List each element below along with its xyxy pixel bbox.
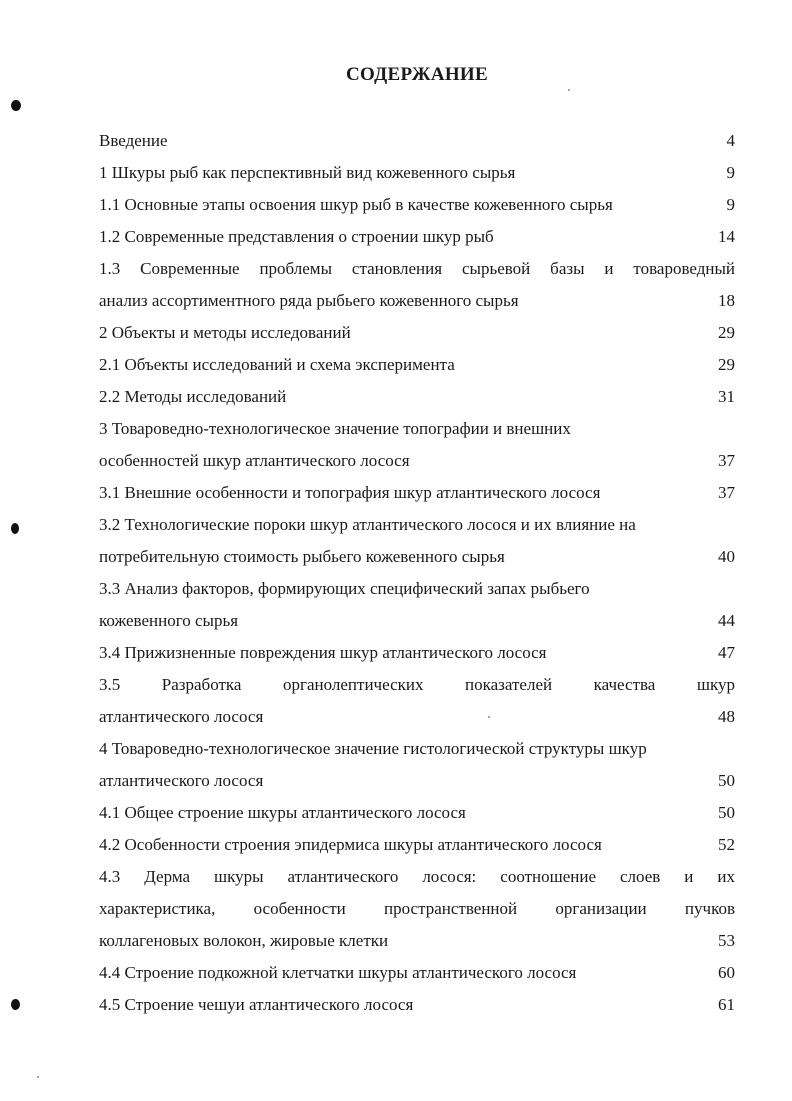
toc-entry-page: 9 [726, 163, 735, 182]
scan-speck [488, 716, 490, 718]
toc-entry-page: 60 [718, 963, 735, 982]
toc-entry-page: 18 [718, 291, 735, 310]
toc-entry-text: 3.2 Технологические пороки шкур атлантического лосося и их влияние на [99, 515, 636, 534]
toc-entry-text: атлантического лосося [99, 771, 264, 790]
toc-entry-page: 53 [718, 931, 735, 950]
toc-entry-text: 2.1 Объекты исследований и схема эксперимента [99, 355, 455, 374]
toc-entry [99, 832, 735, 858]
toc-entry-page: 40 [718, 547, 735, 566]
toc-entry [99, 704, 735, 730]
toc-entry [99, 256, 735, 282]
toc-entry [99, 512, 735, 538]
toc-entry-text: анализ ассортиментного ряда рыбьего кожевенного сырья [99, 291, 519, 310]
toc-entry-text: Введение [99, 131, 168, 150]
toc-entry-text: 1 Шкуры рыб как перспективный вид кожевенного сырья [99, 163, 516, 182]
toc-entry-page: 50 [718, 771, 735, 790]
toc-entry [99, 128, 735, 154]
toc-entry-text: 1.2 Современные представления о строении шкур рыб [99, 227, 494, 246]
toc-entry [99, 416, 735, 442]
toc-entry [99, 544, 735, 570]
toc-entry [99, 800, 735, 826]
punch-hole-mark [11, 999, 20, 1010]
toc-entry-text: 4.5 Строение чешуи атлантического лосося [99, 995, 414, 1014]
punch-hole-mark [11, 100, 21, 111]
toc-entry-text: 4.3 Дерма шкуры атлантического лосося: соотношение слоев и их [99, 867, 735, 886]
toc-entry-page: 29 [718, 323, 735, 342]
toc-entry-text: 4.2 Особенности строения эпидермиса шкуры атлантического лосося [99, 835, 602, 854]
toc-entry [99, 288, 735, 314]
toc-entry [99, 960, 735, 986]
toc-entry-text: 4 Товароведно-технологическое значение гистологической структуры шкур [99, 739, 647, 758]
toc-entry [99, 480, 735, 506]
toc-entry [99, 448, 735, 474]
scan-speck [37, 1076, 39, 1078]
toc-entry-page: 47 [718, 643, 735, 662]
toc-entry-page: 48 [718, 707, 735, 726]
toc-entry-text: 2 Объекты и методы исследований [99, 323, 351, 342]
toc-entry-text: 3.1 Внешние особенности и топография шкур атлантического лосося [99, 483, 601, 502]
scan-speck [568, 89, 570, 91]
toc-entry [99, 576, 735, 602]
toc-entry [99, 384, 735, 410]
toc-entry-page: 14 [718, 227, 735, 246]
toc-entry-text: 1.1 Основные этапы освоения шкур рыб в качестве кожевенного сырья [99, 195, 613, 214]
toc-entry [99, 608, 735, 634]
toc-entry-text: 3.5 Разработка органолептических показателей качества шкур [99, 675, 735, 694]
toc-entry [99, 736, 735, 762]
toc-entry-text: атлантического лосося [99, 707, 264, 726]
toc-entry-page: 37 [718, 483, 735, 502]
toc-entry-text: потребительную стоимость рыбьего кожевенного сырья [99, 547, 505, 566]
toc-entry-text: 4.4 Строение подкожной клетчатки шкуры атлантического лосося [99, 963, 577, 982]
toc-entry-page: 52 [718, 835, 735, 854]
toc-entry-page: 4 [726, 131, 735, 150]
toc-entry [99, 928, 735, 954]
toc-entry [99, 640, 735, 666]
toc-entry-text: 1.3 Современные проблемы становления сырьевой базы и товароведный [99, 259, 735, 278]
toc-entry [99, 768, 735, 794]
page-title: СОДЕРЖАНИЕ [346, 64, 488, 85]
toc-entry-page: 61 [718, 995, 735, 1014]
toc-entry-text: 3.3 Анализ факторов, формирующих специфический запах рыбьего [99, 579, 590, 598]
toc-entry-text: 2.2 Методы исследований [99, 387, 287, 406]
toc-entry-text: 3.4 Прижизненные повреждения шкур атлантического лосося [99, 643, 547, 662]
toc-entry-page: 29 [718, 355, 735, 374]
toc-entry [99, 896, 735, 922]
toc-entry-text: кожевенного сырья [99, 611, 239, 630]
toc-entry-page: 37 [718, 451, 735, 470]
toc-entry [99, 352, 735, 378]
toc-entry-page: 44 [718, 611, 735, 630]
toc-entry [99, 672, 735, 698]
toc-entry-text: особенностей шкур атлантического лосося [99, 451, 410, 470]
toc-entry [99, 224, 735, 250]
toc-entry-text: 4.1 Общее строение шкуры атлантического лосося [99, 803, 466, 822]
toc-entry-text: коллагеновых волокон, жировые клетки [99, 931, 389, 950]
toc-entry-text: характеристика, особенности пространственной организации пучков [99, 899, 735, 918]
toc-entry [99, 320, 735, 346]
toc-entry [99, 864, 735, 890]
toc-entry-page: 50 [718, 803, 735, 822]
toc-entry [99, 992, 735, 1018]
punch-hole-mark [11, 523, 19, 534]
toc-entry-page: 9 [726, 195, 735, 214]
toc-entry [99, 192, 735, 218]
toc-entry [99, 160, 735, 186]
toc-entry-page: 31 [718, 387, 735, 406]
toc-entry-text: 3 Товароведно-технологическое значение топографии и внешних [99, 419, 571, 438]
